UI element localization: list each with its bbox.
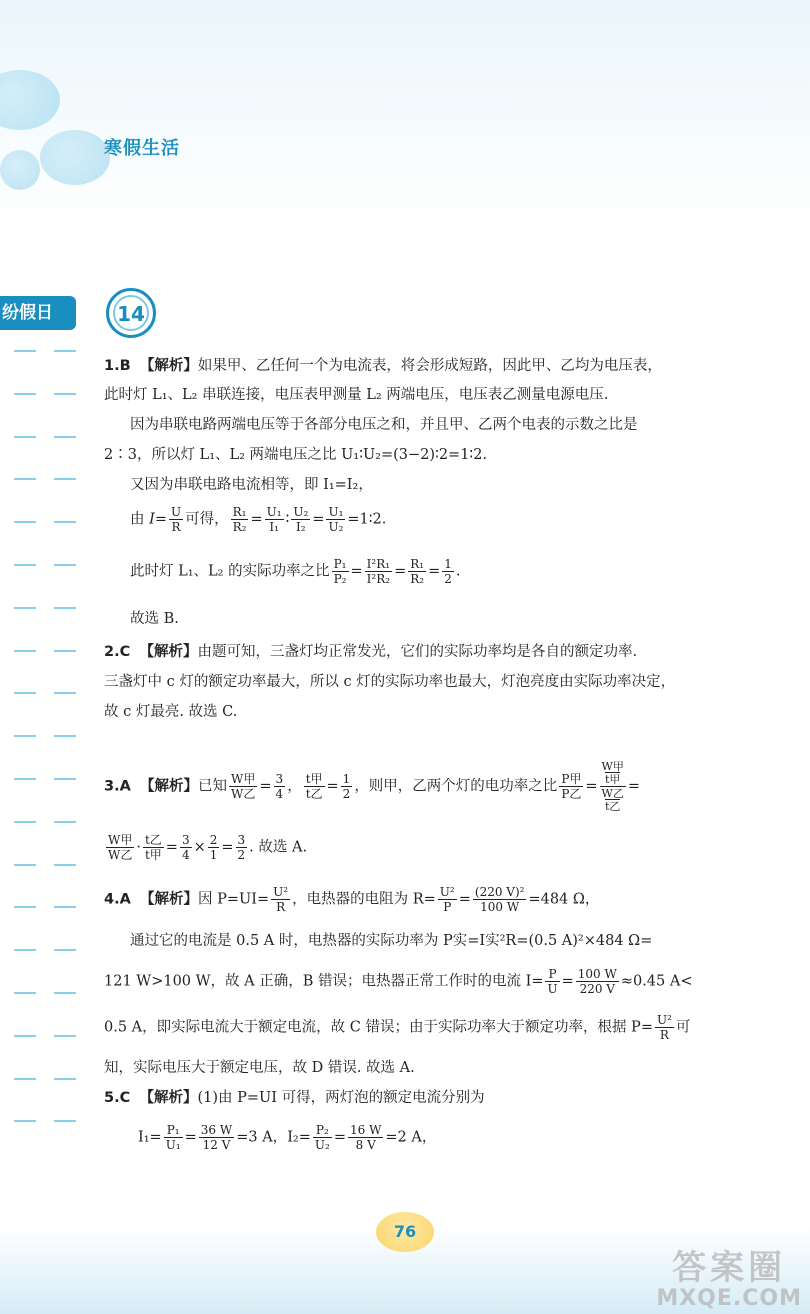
section-badge — [106, 288, 156, 338]
answer-2-line-3: 故 c 灯最亮. 故选 C. — [104, 704, 238, 720]
answer-4-line-3: 121 W>100 W，故 A 正确，B 错误；电热器正常工作时的电流 I= $\frac{P}{U}$ = $\frac{100 W}{220 V}$ ≈0.45 A< — [104, 967, 693, 996]
page-number: 76 — [376, 1212, 434, 1252]
answer-2-line-2: 三盏灯中 c 灯的额定功率最大，所以 c 灯的实际功率也最大，灯泡亮度由实际功率决定， — [104, 674, 676, 690]
answer-1-line-2: 此时灯 L₁、L₂ 串联连接，电压表甲测量 L₂ 两端电压，电压表乙测量电源电压. — [104, 387, 609, 403]
watermark-top: 答案圈 — [672, 1248, 787, 1288]
flower-decoration — [0, 150, 40, 190]
answer-4-line-2: 通过它的电流是 0.5 A 时，电热器的实际功率为 P实=I实²R=(0.5 A)²×484 Ω= — [130, 933, 653, 949]
answer-4-line-4: 0.5 A，即实际电流大于额定电流，故 C 错误；由于实际功率大于额定功率，根据 P= $\frac{\text{U²}}{R}$ 可 — [104, 1013, 691, 1042]
answer-5-line-1: 5.C 【解析】(1)由 P=UI 可得，两灯泡的额定电流分别为 — [104, 1090, 485, 1106]
header-decoration — [0, 0, 810, 230]
answer-1-line-4: 2∶3，所以灯 L₁、L₂ 两端电压之比 U₁∶U₂=(3−2)∶2=1∶2. — [104, 447, 488, 463]
answer-4-line-5: 知，实际电压大于额定电压，故 D 错误. 故选 A. — [104, 1060, 415, 1076]
section-number: 14 — [117, 302, 145, 326]
answer-3-line-1: 3.A 【解析】已知 $\frac{\text{W甲}}{\text{W乙}}$ = $\frac{3}{4}$ ， $\frac{\text{t甲}}{\text{t乙}}$ = $\frac{1}{2}$ ，则甲，乙两个灯的电功率之比 $\frac{\text{P甲}}{\text{P乙}}$ = W甲 t甲 W乙 t乙 = — [104, 760, 641, 813]
answer-1-line-8: 故选 B. — [130, 611, 179, 627]
answer-1-line-3: 因为串联电路两端电压等于各部分电压之和，并且甲、乙两个电表的示数之比是 — [130, 417, 638, 433]
watermark-bottom: MXQE.COM — [656, 1286, 802, 1311]
flower-decoration — [40, 130, 110, 185]
answer-1-line-1: 1.B 【解析】如果甲、乙任何一个为电流表，将会形成短路，因此甲、乙均为电压表， — [104, 358, 662, 374]
answer-5-line-2: I₁= $\frac{\text{P₁}}{\text{U₁}}$ = $\frac{36 W}{12 V}$ =3 A，I₂= $\frac{\text{P₂}}{\text{U₂}}$ = $\frac{16 W}{8 V}$ =2 A， — [138, 1123, 437, 1152]
side-dashes — [14, 350, 84, 1163]
answer-1-line-5: 又因为串联电路电流相等，即 I₁=I₂， — [130, 477, 373, 493]
side-tab: 纷假日 — [0, 296, 76, 330]
answer-4-line-1: 4.A 【解析】因 P=UI= $\frac{\text{U²}}{R}$ ，电热器的电阻为 R= $\frac{\text{U²}}{P}$ = $\frac{\text{(220 V)²}}{100 W}$ =484 Ω， — [104, 885, 600, 914]
header-title: 寒假生活 — [104, 138, 180, 159]
watermark-logo — [656, 1250, 802, 1312]
answer-1-line-7: 此时灯 L₁、L₂ 的实际功率之比 $\frac{\text{P₁}}{\text{P₂}}$ = $\frac{\text{I²R₁}}{\text{I²R₂}}$ = $\frac{\text{R₁}}{\text{R₂}}$ = $\frac{1}{2}$ . — [130, 557, 461, 586]
answer-2-line-1: 2.C 【解析】由题可知，三盏灯均正常发光，它们的实际功率均是各自的额定功率. — [104, 644, 638, 660]
flower-decoration — [0, 70, 60, 130]
answer-1-line-6: 由 I= $\frac{U}{R}$ 可得， $\frac{\text{R₁}}{\text{R₂}}$ = $\frac{\text{U₁}}{\text{I₁}}$ ∶ $\frac{\text{U₂}}{\text{I₂}}$ = $\frac{\text{U₁}}{\text{U₂}}$ =1∶2. — [130, 505, 387, 534]
answer-3-line-2: $\frac{\text{W甲}}{\text{W乙}}$ · $\frac{\text{t乙}}{\text{t甲}}$ = $\frac{3}{4}$ × $\frac{2}{1}$ = $\frac{3}{2}$ . 故选 A. — [108, 833, 308, 862]
